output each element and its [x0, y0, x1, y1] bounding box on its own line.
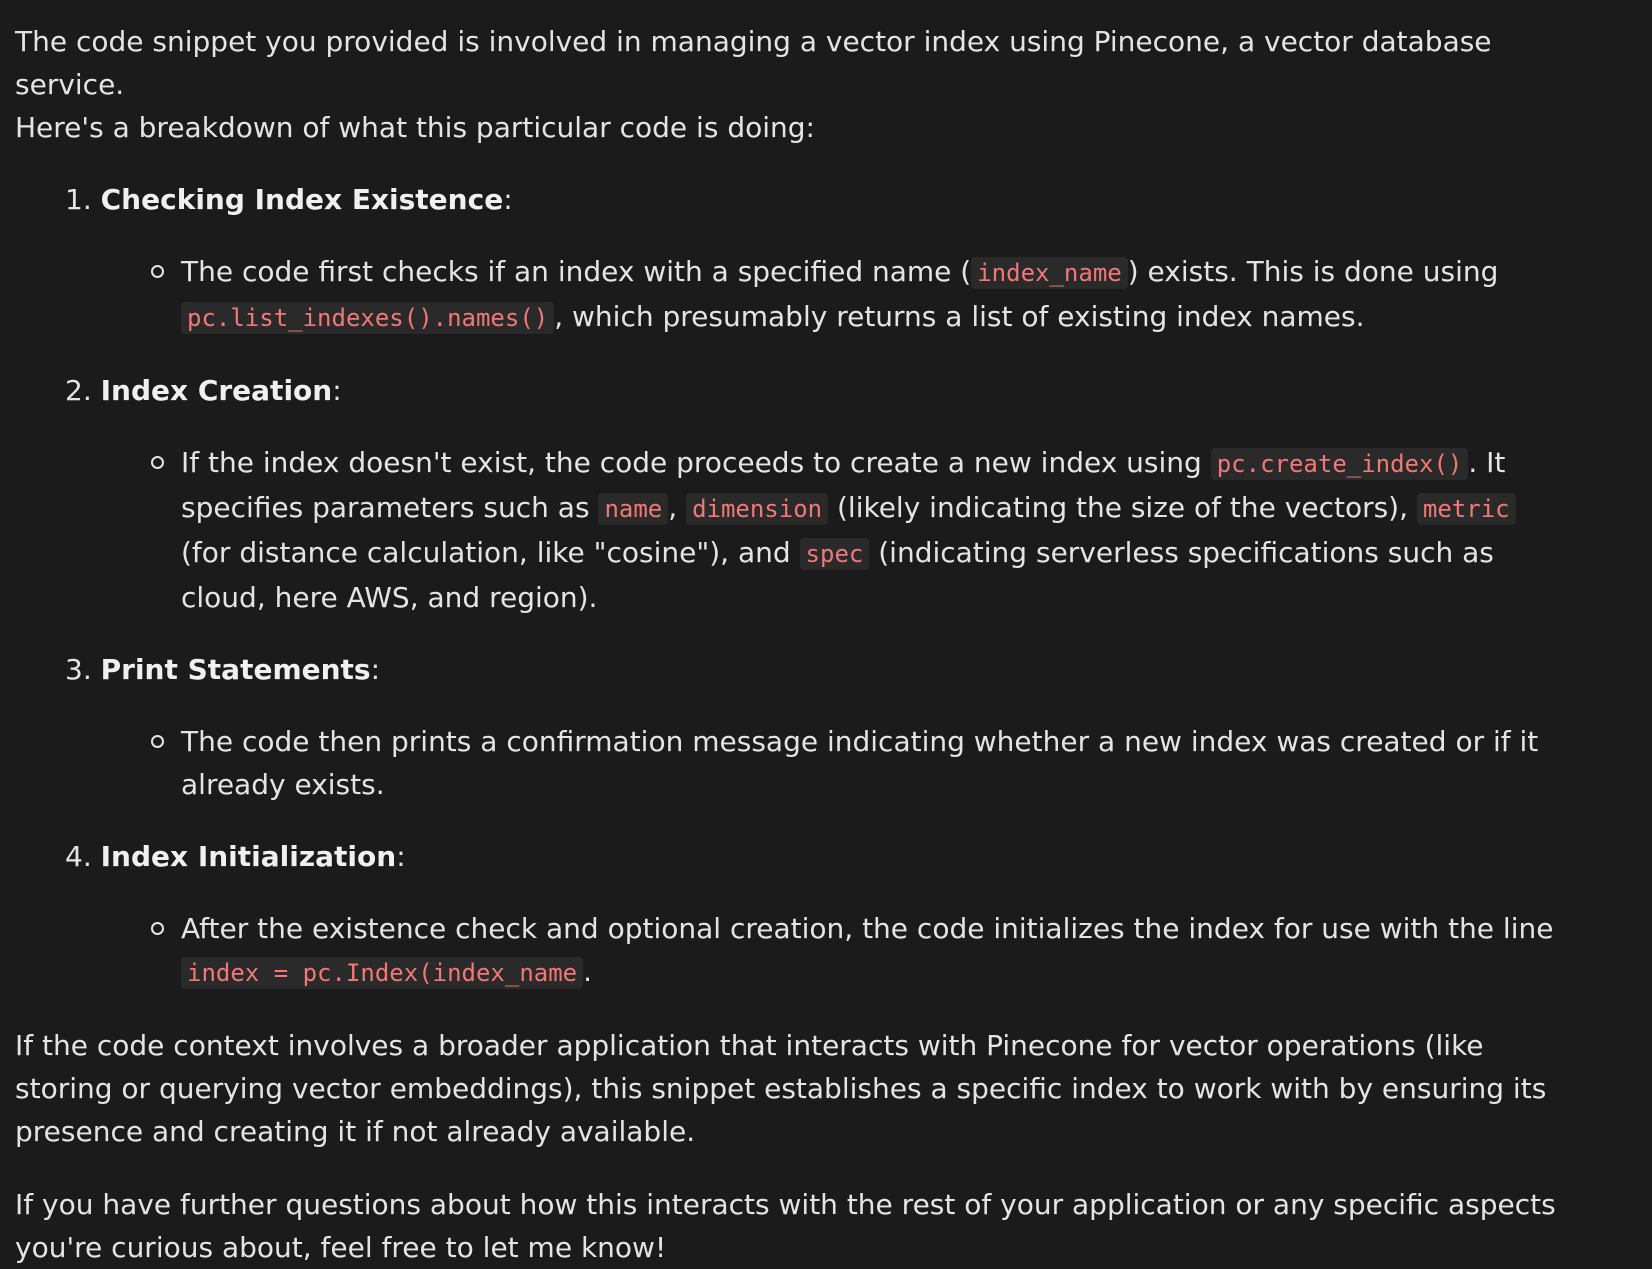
step-title: Index Initialization — [100, 840, 397, 873]
step-title: Index Creation — [100, 374, 333, 407]
step-colon: : — [370, 653, 381, 686]
sub-list — [15, 441, 1560, 619]
inline-code: index = pc.Index(index_name — [181, 957, 583, 989]
inline-code: index_name — [971, 257, 1128, 289]
text: (indicating serverless specifications such as cloud, here AWS, and region). — [181, 536, 1494, 614]
hollow-bullet-icon — [151, 922, 164, 935]
inline-code: name — [598, 493, 668, 525]
step-colon: : — [396, 840, 406, 873]
inline-code: metric — [1417, 493, 1516, 525]
text: . — [583, 955, 593, 988]
text: If the index doesn't exist, the code proceeds to create a new index using — [181, 446, 1211, 479]
list-item — [15, 835, 1560, 995]
step-number: 4. — [65, 840, 92, 873]
text: The code first checks if an index with a specified name ( — [181, 255, 972, 288]
step-number: 1. — [65, 183, 92, 216]
sub-list — [15, 250, 1560, 340]
text: (for distance calculation, like "cosine"), and — [181, 536, 800, 569]
sub-list — [15, 907, 1560, 995]
inline-code: dimension — [686, 493, 828, 525]
sub-list-item — [15, 907, 1560, 995]
sub-list-item — [15, 250, 1560, 340]
list-item — [15, 369, 1560, 619]
text: , which presumably returns a list of existing index names. — [554, 300, 1365, 333]
inline-code: pc.list_indexes().names() — [181, 302, 554, 334]
step-heading — [15, 178, 1560, 221]
step-colon: : — [332, 374, 342, 407]
step-number: 3. — [65, 653, 92, 686]
sub-list-item — [15, 441, 1560, 619]
text: The code then prints a confirmation message indicating whether a new index was created or if it already exists. — [181, 725, 1539, 801]
intro-paragraph — [15, 20, 1560, 149]
text: (likely indicating the size of the vectors), — [828, 491, 1417, 524]
text: After the existence check and optional creation, the code initializes the index for use with the line — [181, 912, 1554, 945]
steps-list — [15, 178, 1560, 995]
step-colon: : — [503, 183, 513, 216]
inline-code: spec — [800, 538, 870, 570]
hollow-bullet-icon — [151, 735, 164, 748]
list-item — [15, 648, 1560, 806]
step-number: 2. — [65, 374, 92, 407]
step-heading — [15, 835, 1560, 878]
inline-code: pc.create_index() — [1211, 448, 1469, 480]
step-heading — [15, 648, 1560, 691]
intro-line-1: The code snippet you provided is involved in managing a vector index using Pinecone, a vector database service. — [15, 25, 1492, 101]
text: . It specifies parameters such as — [181, 446, 1506, 524]
hollow-bullet-icon — [151, 456, 164, 469]
closing-paragraph: If you have further questions about how this interacts with the rest of your application or any specific aspects you're curious about, feel free to let me know! — [15, 1188, 1556, 1264]
summary-paragraph: If the code context involves a broader application that interacts with Pinecone for vector operations (like storing or querying vector embeddings), this snippet establishes a specific index to work with by ensuring its presence and creating it if not already available. — [15, 1029, 1547, 1148]
step-title: Checking Index Existence — [100, 183, 504, 216]
step-title: Print Statements — [100, 653, 371, 686]
sub-list — [15, 720, 1560, 806]
list-item — [15, 178, 1560, 340]
intro-line-2: Here's a breakdown of what this particular code is doing: — [15, 111, 815, 144]
step-heading — [15, 369, 1560, 412]
text: ) exists. This is done using — [1127, 255, 1499, 288]
text: , — [668, 491, 687, 524]
sub-list-item — [15, 720, 1560, 806]
hollow-bullet-icon — [151, 265, 164, 278]
